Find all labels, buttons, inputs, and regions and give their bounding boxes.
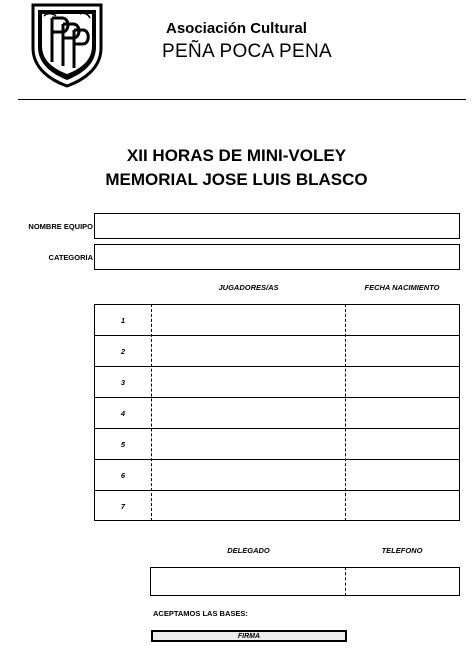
shield-logo-icon <box>30 2 104 88</box>
signature-box[interactable]: FIRMA <box>151 630 347 642</box>
team-name-field[interactable] <box>94 213 460 239</box>
column-divider <box>345 304 346 521</box>
phone-field[interactable] <box>347 568 459 595</box>
player-name-cell[interactable] <box>152 367 345 397</box>
event-subtitle: MEMORIAL JOSE LUIS BLASCO <box>105 170 368 189</box>
header-divider <box>18 99 466 100</box>
table-row <box>95 460 459 491</box>
players-table <box>94 304 460 521</box>
birthdate-cell[interactable] <box>346 398 459 428</box>
birthdate-cell[interactable] <box>346 460 459 490</box>
club-logo <box>30 2 104 88</box>
org-type: Asociación Cultural <box>166 20 307 37</box>
player-name-cell[interactable] <box>152 460 345 490</box>
table-row <box>95 305 459 336</box>
player-name-cell[interactable] <box>152 305 345 335</box>
column-divider <box>345 567 346 596</box>
row-number: 2 <box>120 347 126 356</box>
category-label: CATEGORIA <box>48 253 93 262</box>
row-number: 7 <box>120 502 126 511</box>
row-number: 3 <box>120 378 126 387</box>
row-number: 5 <box>120 440 126 449</box>
accept-rules-text: ACEPTAMOS LAS BASES: <box>153 609 248 618</box>
birthdate-cell[interactable] <box>346 367 459 397</box>
table-row <box>95 398 459 429</box>
col-header-players: JUGADORES/AS <box>218 283 279 292</box>
player-name-cell[interactable] <box>152 336 345 366</box>
birthdate-cell[interactable] <box>346 429 459 459</box>
row-number: 4 <box>120 409 126 418</box>
player-name-cell[interactable] <box>152 491 345 520</box>
row-number: 1 <box>120 316 126 325</box>
col-header-birthdate: FECHA NACIMIENTO <box>364 283 440 292</box>
team-name-label: NOMBRE EQUIPO <box>28 222 93 231</box>
birthdate-cell[interactable] <box>346 336 459 366</box>
event-title: XII HORAS DE MINI-VOLEY <box>126 146 347 165</box>
table-row <box>95 491 459 522</box>
row-number: 6 <box>120 471 126 480</box>
org-name: PEÑA POCA PENA <box>162 41 332 62</box>
player-name-cell[interactable] <box>152 398 345 428</box>
table-row <box>95 336 459 367</box>
col-header-delegate: DELEGADO <box>227 546 270 555</box>
column-divider <box>151 304 152 521</box>
birthdate-cell[interactable] <box>346 491 459 520</box>
col-header-phone: TELEFONO <box>381 546 423 555</box>
birthdate-cell[interactable] <box>346 305 459 335</box>
table-row <box>95 367 459 398</box>
delegate-table <box>150 567 460 596</box>
player-name-cell[interactable] <box>152 429 345 459</box>
category-field[interactable] <box>94 244 460 270</box>
delegate-field[interactable] <box>151 568 345 595</box>
table-row <box>95 429 459 460</box>
